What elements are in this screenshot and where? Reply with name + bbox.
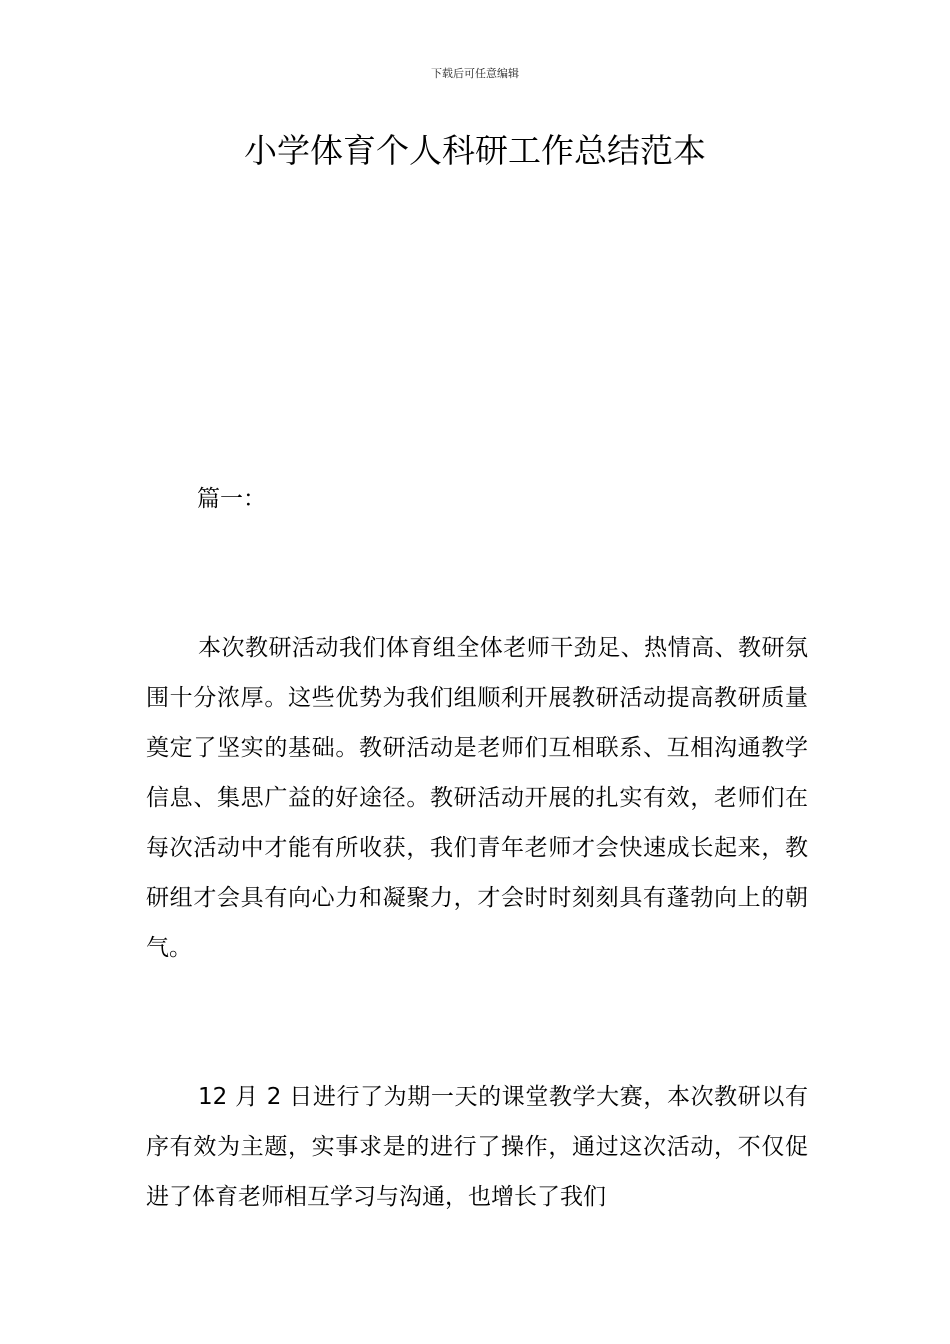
header-note: 下载后可任意编辑 xyxy=(431,67,519,80)
paragraph: 12 月 2 日进行了为期一天的课堂教学大赛，本次教研以有序有效为主题，实事求是的进行了操作，通过这次活动，不仅促进了体育老师相互学习与沟通，也增长了我们 xyxy=(146,1084,808,1210)
paragraph: 本次教研活动我们体育组全体老师干劲足、热情高、教研氛围十分浓厚。这些优势为我们组顺利开展教研活动提高教研质量奠定了坚实的基础。教研活动是老师们互相联系、互相沟通教学信息、集思广益的好途径。教研活动开展的扎实有效，老师们在每次活动中才能有所收获，我们青年老师才会快速成长起来，教研组才会具有向心力和凝聚力，才会时时刻刻具有蓬勃向上的朝气。 xyxy=(146,635,808,961)
document-title: 小学体育个人科研工作总结范本 xyxy=(244,131,706,170)
section-label: 篇一： xyxy=(197,486,266,512)
